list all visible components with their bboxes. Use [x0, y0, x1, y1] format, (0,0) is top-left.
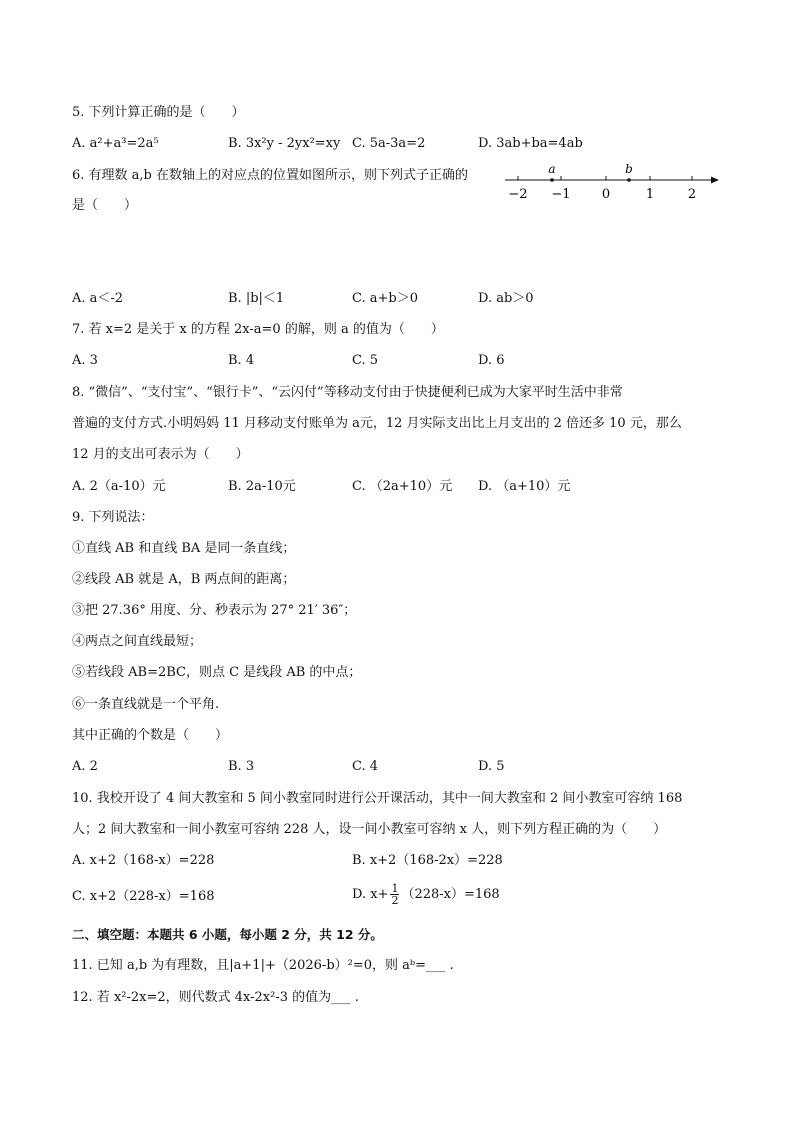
- q6-option-b: B. |b|＜1: [228, 291, 285, 306]
- q9-option-d: D. 5: [478, 759, 505, 774]
- q12-stem: 12. 若 x²-2x=2，则代数式 4x-2x²-3 的值为___ .: [72, 990, 359, 1005]
- q10-line2: 人；2 间大教室和一间小教室可容纳 228 人，设一间小教室可容纳 x 人，则下列方程正确的为（ ）: [72, 822, 667, 837]
- q10-option-b: B. x+2（168-2x）=228: [352, 853, 503, 868]
- q9-item-2: ②线段 AB 就是 A，B 两点间的距离；: [72, 572, 296, 587]
- q9-item-3: ③把 27.36° 用度、分、秒表示为 27° 21′ 36″；: [72, 603, 357, 618]
- fraction-denominator: 2: [391, 894, 399, 907]
- q8-option-b: B. 2a-10元: [228, 479, 296, 494]
- q5-option-a: A. a²+a³=2a⁵: [72, 136, 159, 151]
- q9-option-b: B. 3: [228, 759, 255, 774]
- q10-option-d: [352, 883, 500, 906]
- point-a-dot: [550, 178, 554, 182]
- q5-option-b: B. 3x²y - 2yx²=xy: [228, 136, 341, 151]
- q10-option-d-suffix: （228-x）=168: [401, 887, 500, 902]
- q8-line3: 12 月的支出可表示为（ ）: [72, 447, 249, 462]
- q9-item-5: ⑤若线段 AB=2BC，则点 C 是线段 AB 的中点；: [72, 665, 362, 680]
- q9-stem: 9. 下列说法：: [72, 510, 154, 525]
- q6-stem-line2: 是（ ）: [72, 198, 138, 213]
- q10-option-d-prefix: D. x+: [352, 887, 389, 902]
- q5-stem: 5. 下列计算正确的是（ ）: [72, 105, 245, 120]
- q5-option-c: C. 5a-3a=2: [352, 136, 426, 151]
- q5-option-d: D. 3ab+ba=4ab: [478, 136, 583, 151]
- q7-option-c: C. 5: [352, 353, 379, 368]
- q8-option-a: A. 2（a-10）元: [72, 479, 166, 494]
- tick-label-1: 1: [645, 187, 655, 202]
- q8-line1: 8. “微信”、“支付宝”、“银行卡”、“云闪付”等移动支付由于快捷便利已成为大家平时生活中非常: [72, 385, 623, 400]
- q9-ask: 其中正确的个数是（ ）: [72, 728, 229, 743]
- q7-option-a: A. 3: [72, 353, 98, 368]
- point-a-label: a: [548, 162, 556, 176]
- q8-option-d: D. （a+10）元: [478, 479, 571, 494]
- tick-label-2: 2: [687, 187, 697, 202]
- fraction-numerator: 1: [391, 882, 399, 895]
- q9-item-6: ⑥一条直线就是一个平角.: [72, 697, 220, 712]
- q7-stem: 7. 若 x=2 是关于 x 的方程 2x-a=0 的解，则 a 的值为（ ）: [72, 322, 444, 337]
- q6-option-d: D. ab＞0: [478, 291, 534, 306]
- q7-option-b: B. 4: [228, 353, 255, 368]
- fraction-one-half: [390, 883, 399, 906]
- q9-item-4: ④两点之间直线最短；: [72, 634, 203, 649]
- q6-option-c: C. a+b＞0: [352, 291, 418, 306]
- q10-line1: 10. 我校开设了 4 间大教室和 5 间小教室同时进行公开课活动，其中一间大教室和 2 间小教室可容纳 168: [72, 791, 683, 806]
- q9-option-c: C. 4: [352, 759, 379, 774]
- tick-label-neg1: −1: [551, 187, 571, 202]
- q6-stem-line1: 6. 有理数 a,b 在数轴上的对应点的位置如图所示，则下列式子正确的: [72, 168, 469, 183]
- point-b-dot: [627, 178, 631, 182]
- q8-line2: 普遍的支付方式.小明妈妈 11 月移动支付账单为 a元，12 月实际支出比上月支出的 2 倍还多 10 元，那么: [72, 416, 682, 431]
- point-b-label: b: [625, 162, 633, 176]
- q8-option-c: C. （2a+10）元: [352, 479, 453, 494]
- section-2-heading: 二、填空题：本题共 6 小题，每小题 2 分，共 12 分。: [72, 927, 383, 942]
- q7-option-d: D. 6: [478, 353, 505, 368]
- q6-option-a: A. a＜-2: [72, 291, 124, 306]
- number-line-figure: [500, 160, 725, 205]
- q11-stem: 11. 已知 a,b 为有理数，且|a+1|+（2026-b）²=0，则 aᵇ=___ .: [72, 958, 454, 973]
- tick-label-0: 0: [601, 187, 611, 202]
- number-line-arrow: [711, 177, 719, 184]
- tick-label-neg2: −2: [508, 187, 528, 202]
- q9-item-1: ①直线 AB 和直线 BA 是同一条直线；: [72, 541, 296, 556]
- q10-option-a: A. x+2（168-x）=228: [72, 853, 215, 868]
- q9-option-a: A. 2: [72, 759, 98, 774]
- number-line-ticks: [518, 176, 692, 180]
- q10-option-c: C. x+2（228-x）=168: [72, 889, 215, 904]
